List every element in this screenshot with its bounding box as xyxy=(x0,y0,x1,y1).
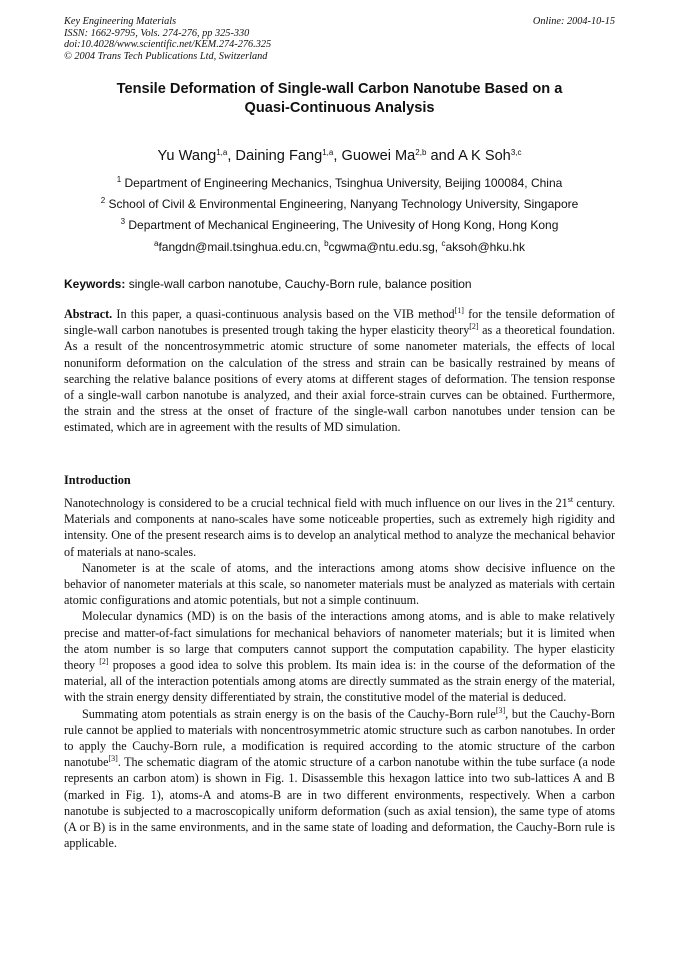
paragraph-text: Nanotechnology is considered to be a crucial technical field with much influence on our lives in the 21 xyxy=(64,496,568,510)
paragraph xyxy=(64,495,615,560)
author-sep: , xyxy=(227,148,236,164)
paragraph xyxy=(64,706,615,852)
paragraph xyxy=(64,560,615,609)
author-name: Daining Fang xyxy=(235,148,323,164)
author-sup: 3,c xyxy=(510,148,522,157)
affiliation-1 xyxy=(64,175,615,191)
email-sup: c xyxy=(441,239,446,248)
author-sep: and xyxy=(426,148,459,164)
paragraph-text: Summating atom potentials as strain energy is on the basis of the Cauchy-Born rule xyxy=(82,706,496,721)
title-line-2: Quasi-Continuous Analysis xyxy=(244,100,435,116)
abstract-text: In this paper, a quasi-continuous analysis based on the VIB method xyxy=(116,307,455,321)
affiliation-num: 1 xyxy=(116,175,122,184)
abstract-text: as a theoretical foundation. As a result of the noncentrosymmetric atomic structure of some nanometer materials, the effects of local nonuniform deformation on the calculation of the stress and strain can be basically restrained by means of searching the relative balance positions of every atoms at different stages of deformation. The tension response of a single-wall carbon nanotube is analyzed, and their axial force-strain curves can be obtained. Furthermore, the strain and the stress at the onset of fracture of the single-wall carbon nanotubes under tension can be estimated, which are in agreement with the results of MD simulation. xyxy=(64,323,615,435)
title-line-1: Tensile Deformation of Single-wall Carbon Nanotube Based on a xyxy=(116,81,563,97)
citation-ref: [3] xyxy=(108,754,118,764)
author-sup: 1,a xyxy=(322,148,334,157)
abstract-text: for the tensile deformation of single-wall carbon nanotubes is presented trough taking the hyper elasticity theory xyxy=(64,307,615,338)
keywords xyxy=(64,276,615,292)
author-name: Yu Wang xyxy=(157,148,217,164)
author-sep: , xyxy=(333,148,342,164)
email-sup: b xyxy=(324,239,329,248)
keywords-text: single-wall carbon nanotube, Cauchy-Born rule, balance position xyxy=(128,277,472,291)
ordinal-sup: st xyxy=(567,495,574,504)
introduction-body xyxy=(64,495,615,851)
author-list xyxy=(64,147,615,166)
paragraph-text: . The schematic diagram of the atomic structure of a carbon nanotube within the tube surface (a node represents an carbon atom) is shown in Fig. 1. Disassemble this hexagon lattice into two sub-lattices A and B (marked in Fig. 1), atoms-A and atoms-B are in two different environments, respectively. When a carbon nanotube is subjected to a macroscopically uniform deformation (such as axial tension), the same type of atoms (A or B) is in the same environments, and in the same state of loading and deformation, the Cauchy-Born rule is applicable. xyxy=(64,755,615,851)
author-sup: 1,a xyxy=(216,148,228,157)
doi-line: doi:10.4028/www.scientific.net/KEM.274-276.325 xyxy=(64,39,272,51)
copyright-line: © 2004 Trans Tech Publications Ltd, Switzerland xyxy=(64,50,268,62)
affiliation-text: Department of Engineering Mechanics, Tsinghua University, Beijing 100084, China xyxy=(124,176,563,190)
keywords-label: Keywords: xyxy=(64,277,126,291)
affiliation-text: School of Civil & Environmental Engineering, Nanyang Technology University, Singapore xyxy=(108,197,579,211)
journal-header xyxy=(64,16,615,62)
email-sup: a xyxy=(154,239,159,248)
author-emails xyxy=(64,239,615,255)
email[interactable]: cgwma@ntu.edu.sg, xyxy=(328,240,442,254)
journal-name: Key Engineering Materials xyxy=(64,16,177,27)
paragraph-text: Nanometer is at the scale of atoms, and the interactions among atoms show decisive influence on the behavior of nanometer materials at this scale, so nanometer materials must be analyzed as materials with certain atomic configurations and atomic potentials, but not a simple continuum. xyxy=(64,560,615,608)
issn-line: ISSN: 1662-9795, Vols. 274-276, pp 325-330 xyxy=(64,27,250,39)
affiliation-3 xyxy=(64,217,615,233)
email[interactable]: fangdn@mail.tsinghua.edu.cn, xyxy=(158,240,325,254)
citation-ref: [2] xyxy=(469,322,479,332)
abstract-label: Abstract. xyxy=(64,307,113,321)
author-name: Guowei Ma xyxy=(341,148,416,164)
email[interactable]: aksoh@hku.hk xyxy=(445,240,525,254)
author-name: A K Soh xyxy=(458,148,511,164)
citation-ref: [3] xyxy=(495,705,506,715)
citation-ref: [1] xyxy=(454,306,464,315)
affiliation-2 xyxy=(64,196,615,212)
section-heading-introduction: Introduction xyxy=(64,473,131,487)
author-sup: 2,b xyxy=(415,148,427,157)
citation-ref: [2] xyxy=(99,657,109,667)
affiliation-num: 3 xyxy=(120,217,126,226)
paragraph xyxy=(64,608,615,705)
paper-title xyxy=(64,80,615,118)
paragraph-text: proposes a good idea to solve this problem. Its main idea is: in the course of the deformation of the material, all of the interaction potentials among atoms are directly summated as the strain energy of the material, with the strain energy density differentiated by strain, the constitutive model of the material is deduced. xyxy=(64,658,615,705)
paragraph-text: century. Materials and components at nano-scales have some noticeable properties, such as extremely high rigidity and intensity. One of the present research aims is to develop an analytical method to analyze the mechanical behavior of materials at nano-scales. xyxy=(64,496,616,559)
online-date: Online: 2004-10-15 xyxy=(532,16,615,27)
paragraph-text: Molecular dynamics (MD) is on the basis of the interactions among atoms, and is able to make relatively precise and matter-of-fact simulations for mechanical behaviors of nanometer materials; but it is limited when the atom number is so large that computers cannot support the computation capability. The hyper elasticity theory xyxy=(64,609,615,673)
abstract xyxy=(64,306,615,436)
paragraph-text: , but the Cauchy-Born rule cannot be applied to materials with noncentrosymmetric atomic structure such as carbon nanotubes. In order to apply the Cauchy-Born rule, a modification is required according to the atomic structure of the carbon nanotube xyxy=(64,706,615,770)
affiliation-num: 2 xyxy=(100,196,106,205)
affiliation-text: Department of Mechanical Engineering, The Univesity of Hong Kong, Hong Kong xyxy=(128,218,559,232)
